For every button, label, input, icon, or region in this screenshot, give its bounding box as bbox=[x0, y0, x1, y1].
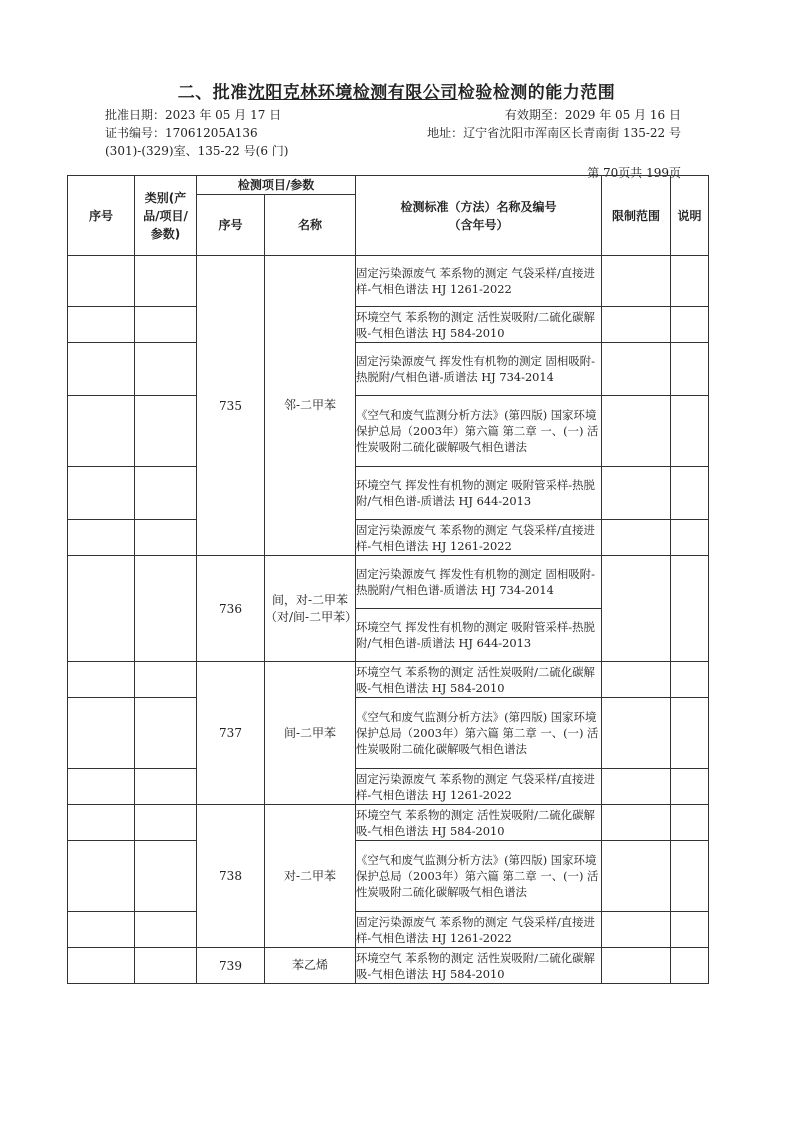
item-name: 间-二甲苯 bbox=[265, 662, 356, 805]
item-seq: 737 bbox=[197, 662, 265, 805]
standard-cell: 环境空气 挥发性有机物的测定 吸附管采样-热脱附/气相色谱-质谱法 HJ 644-2013 bbox=[356, 467, 602, 520]
standard-cell: 环境空气 苯系物的测定 活性炭吸附/二硫化碳解吸-气相色谱法 HJ 584-2010 bbox=[356, 805, 602, 841]
item-seq: 736 bbox=[197, 556, 265, 662]
table-row bbox=[68, 805, 709, 841]
item-seq: 739 bbox=[197, 948, 265, 984]
header-standard: 检测标准（方法）名称及编号（含年号） bbox=[356, 176, 602, 256]
header-note: 说明 bbox=[671, 176, 709, 256]
approval-date: 批准日期：2023 年 05 月 17 日 bbox=[105, 108, 282, 122]
address-cont: (301)-(329)室、135-22 号(6 门) bbox=[105, 144, 289, 158]
address: 地址：辽宁省沈阳市浑南区长青南街 135-22 号 bbox=[427, 126, 681, 140]
header-item-name: 名称 bbox=[265, 195, 356, 256]
title-org: 沈阳克林环境检测有限公司 bbox=[247, 83, 458, 103]
table-row bbox=[68, 343, 709, 396]
item-seq: 735 bbox=[197, 256, 265, 556]
header-limit: 限制范围 bbox=[602, 176, 671, 256]
standard-cell: 环境空气 挥发性有机物的测定 吸附管采样-热脱附/气相色谱-质谱法 HJ 644-2013 bbox=[356, 609, 602, 662]
item-name: 苯乙烯 bbox=[265, 948, 356, 984]
table-row bbox=[68, 256, 709, 307]
table-row bbox=[68, 912, 709, 948]
valid-until: 有效期至：2029 年 05 月 16 日 bbox=[504, 108, 681, 122]
cert-number: 证书编号：17061205A136 bbox=[105, 126, 258, 140]
table-row bbox=[68, 698, 709, 769]
title-prefix: 二、批准 bbox=[177, 83, 248, 103]
table-row bbox=[68, 662, 709, 698]
table-row bbox=[68, 841, 709, 912]
standard-cell: 《空气和废气监测分析方法》(第四版) 国家环境保护总局（2003年）第六篇 第二章 一、(一) 活性炭吸附二硫化碳解吸气相色谱法 bbox=[356, 698, 602, 769]
page-title bbox=[0, 78, 793, 103]
table-row bbox=[68, 520, 709, 556]
table-row bbox=[68, 769, 709, 805]
capability-table bbox=[67, 175, 709, 984]
table-row bbox=[68, 556, 709, 609]
standard-cell: 固定污染源废气 苯系物的测定 气袋采样/直接进样-气相色谱法 HJ 1261-2022 bbox=[356, 256, 602, 307]
standard-cell: 环境空气 苯系物的测定 活性炭吸附/二硫化碳解吸-气相色谱法 HJ 584-2010 bbox=[356, 307, 602, 343]
standard-cell: 固定污染源废气 苯系物的测定 气袋采样/直接进样-气相色谱法 HJ 1261-2022 bbox=[356, 912, 602, 948]
table-row bbox=[68, 307, 709, 343]
standard-cell: 环境空气 苯系物的测定 活性炭吸附/二硫化碳解吸-气相色谱法 HJ 584-2010 bbox=[356, 948, 602, 984]
standard-cell: 固定污染源废气 挥发性有机物的测定 固相吸附-热脱附/气相色谱-质谱法 HJ 734-2014 bbox=[356, 343, 602, 396]
page-info: 第 70页共 199页 bbox=[587, 166, 681, 180]
table-row bbox=[68, 467, 709, 520]
standard-cell: 《空气和废气监测分析方法》(第四版) 国家环境保护总局（2003年）第六篇 第二章 一、(一) 活性炭吸附二硫化碳解吸气相色谱法 bbox=[356, 396, 602, 467]
header-item-seq: 序号 bbox=[197, 195, 265, 256]
standard-cell: 固定污染源废气 苯系物的测定 气袋采样/直接进样-气相色谱法 HJ 1261-2022 bbox=[356, 520, 602, 556]
standard-cell: 固定污染源废气 挥发性有机物的测定 固相吸附-热脱附/气相色谱-质谱法 HJ 734-2014 bbox=[356, 556, 602, 609]
standard-cell: 环境空气 苯系物的测定 活性炭吸附/二硫化碳解吸-气相色谱法 HJ 584-2010 bbox=[356, 662, 602, 698]
item-name: 邻-二甲苯 bbox=[265, 256, 356, 556]
title-suffix: 检验检测的能力范围 bbox=[457, 83, 616, 103]
item-seq: 738 bbox=[197, 805, 265, 948]
standard-cell: 《空气和废气监测分析方法》(第四版) 国家环境保护总局（2003年）第六篇 第二章 一、(一) 活性炭吸附二硫化碳解吸气相色谱法 bbox=[356, 841, 602, 912]
header-seq: 序号 bbox=[68, 176, 135, 256]
header-category: 类别(产品/项目/参数) bbox=[135, 176, 197, 256]
item-name: 对-二甲苯 bbox=[265, 805, 356, 948]
table-row bbox=[68, 396, 709, 467]
table-row bbox=[68, 948, 709, 984]
item-name: 间，对-二甲苯（对/间-二甲苯） bbox=[265, 556, 356, 662]
header-item-group: 检测项目/参数 bbox=[197, 176, 356, 195]
standard-cell: 固定污染源废气 苯系物的测定 气袋采样/直接进样-气相色谱法 HJ 1261-2022 bbox=[356, 769, 602, 805]
